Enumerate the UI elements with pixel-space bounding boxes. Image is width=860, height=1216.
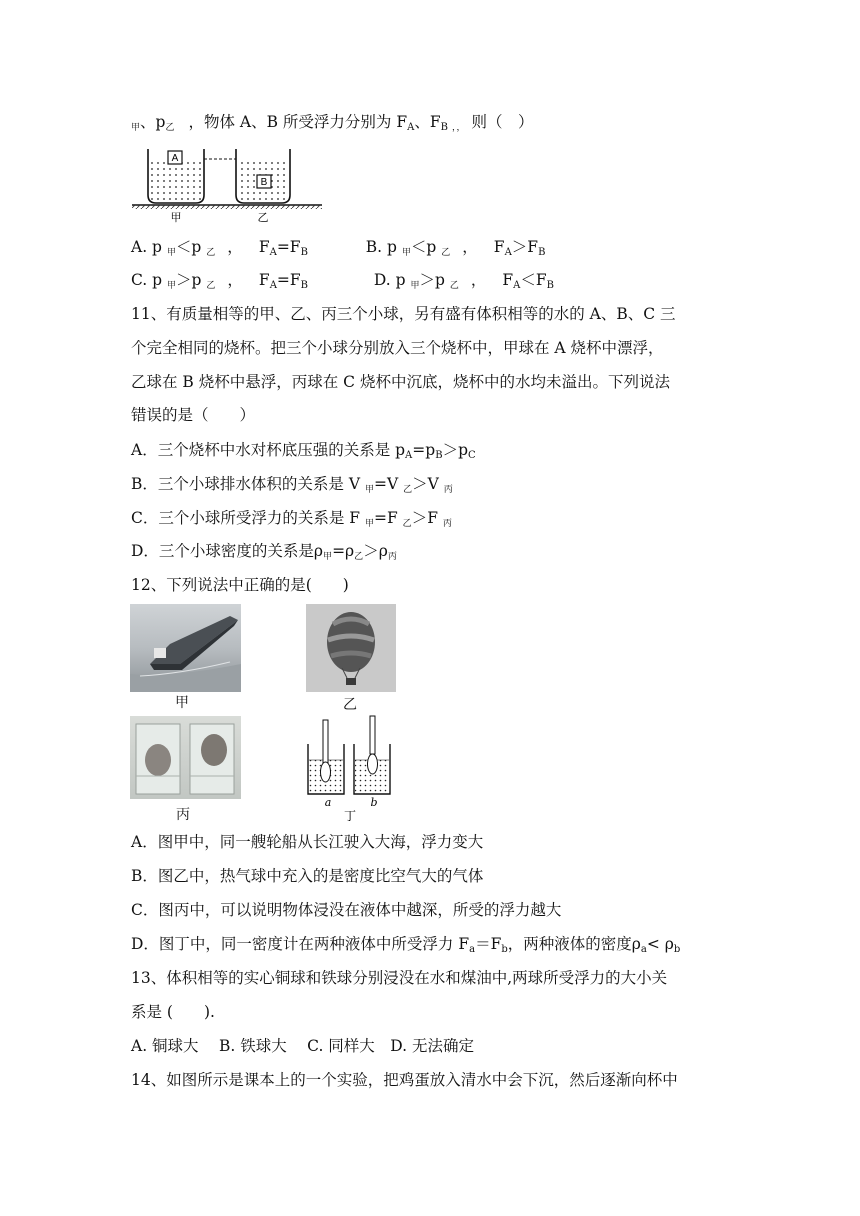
q10-text-mid: ，物体 A、B 所受浮力分别为 F <box>188 113 408 131</box>
q14-stem-line-1: 14、如图所示是课本上的一个实验，把鸡蛋放入清水中会下沉，然后逐渐向杯中 <box>131 1071 678 1089</box>
subscript-yi: 乙 <box>165 123 175 133</box>
hot-air-balloon-photo <box>306 604 396 692</box>
beaker-b-label: b <box>370 796 378 809</box>
q10-option-c: C. p $_甲$＞p $_乙$ ， FA=FB <box>131 271 309 291</box>
container-yi-label: 乙 <box>257 211 269 224</box>
q11-stem-line-3: 乙球在 B 烧杯中悬浮，丙球在 C 烧杯中沉底，烧杯中的水均未溢出。下列说法 <box>131 373 670 391</box>
q11-option-c: C．三个小球所受浮力的关系是 F $_甲$=F $_乙$＞F $_丙$ <box>131 509 452 529</box>
subscript-jia: 甲 <box>131 123 141 133</box>
q10-option-b: B. p $_甲$＜p $_乙$ ， FA＞FB <box>365 238 546 258</box>
q10-options-row-2 <box>131 270 554 296</box>
q10-text-sep: 、F <box>414 113 441 131</box>
caption-bing: 丙 <box>176 807 190 823</box>
q10-option-a: A. p $_甲$＜p $_乙$ ， FA=FB <box>131 238 308 258</box>
q12-option-b: B．图乙中，热气球中充入的是密度比空气大的气体 <box>131 867 484 885</box>
subscript-b: B <box>440 122 448 133</box>
q13-options: A. 铜球大 B. 铁球大 C. 同样大 D. 无法确定 <box>131 1037 475 1055</box>
q13-stem-line-1: 13、体积相等的实心铜球和铁球分别浸没在水和煤油中,两球所受浮力的大小关 <box>131 969 668 987</box>
ship-photo <box>130 604 241 692</box>
box-b-label: B <box>260 177 268 188</box>
q11-option-d: D．三个小球密度的关系是$\rho_甲=\rho_乙>\rho_丙$ <box>131 542 397 562</box>
q12-option-a: A．图甲中，同一艘轮船从长江驶入大海，浮力变大 <box>131 833 484 851</box>
container-jia-label: 甲 <box>170 211 182 224</box>
q12-stem: 12、下列说法中正确的是( ) <box>131 576 349 594</box>
q11-option-b: B．三个小球排水体积的关系是 V $_甲$=V $_乙$＞V $_丙$ <box>131 475 453 495</box>
q11-stem-line-4: 错误的是（ ） <box>131 406 256 424</box>
q10-stem-line <box>131 112 533 138</box>
q10-options-row-1 <box>131 237 545 263</box>
q11-stem-line-1: 11、有质量相等的甲、乙、丙三个小球，另有盛有体积相等的水的 A、B、C 三 <box>131 305 676 323</box>
q12-option-c: C．图丙中，可以说明物体浸没在液体中越深，所受的浮力越大 <box>131 901 562 919</box>
caption-jia: 甲 <box>175 695 189 711</box>
q10-dots: ，， <box>451 123 466 133</box>
q10-text: 、p <box>140 113 166 131</box>
q10-containers-figure <box>132 143 322 225</box>
hydrometer-beakers-figure <box>304 714 396 822</box>
q10-question-end: 则（ ） <box>471 113 534 131</box>
box-a-label: A <box>171 153 179 164</box>
eggs-in-glasses-photo <box>130 716 241 799</box>
caption-ding: 丁 <box>343 809 357 822</box>
caption-yi: 乙 <box>343 697 357 713</box>
q11-stem-line-2: 个完全相同的烧杯。把三个小球分别放入三个烧杯中，甲球在 A 烧杯中漂浮， <box>131 339 664 357</box>
subscript-a: A <box>407 122 415 133</box>
beaker-a-label: a <box>324 796 332 809</box>
q12-option-d: D．图丁中，同一密度计在两种液体中所受浮力 Fa＝Fb，两种液体的密度ρa< ρb <box>131 935 681 955</box>
q10-option-d: D. p $_甲$＞p $_乙$ ， FA＜FB <box>373 271 555 291</box>
q13-stem-line-2: 系是 ( ). <box>131 1003 215 1021</box>
q11-option-a: A．三个烧杯中水对杯底压强的关系是 pA=pB＞pC <box>131 441 476 461</box>
